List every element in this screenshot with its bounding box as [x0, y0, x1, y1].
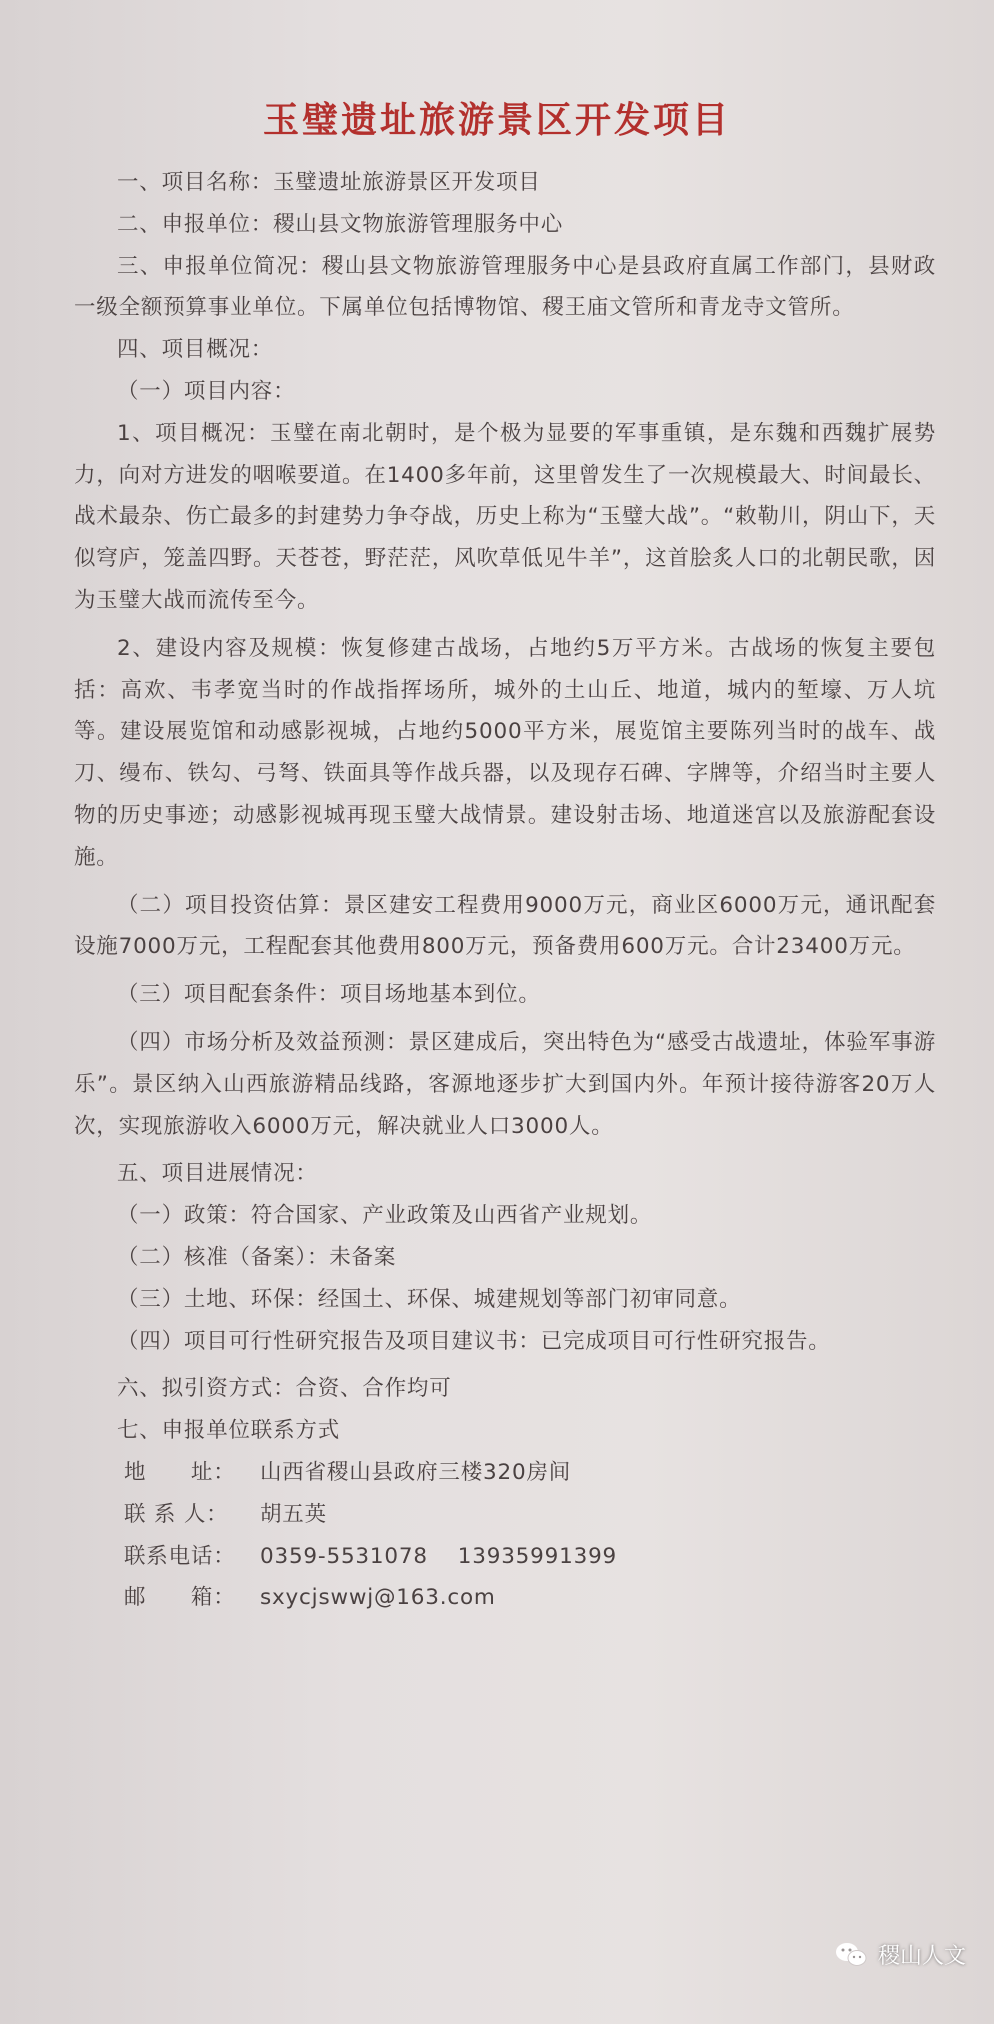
- contact-email-row: [74, 1577, 936, 1619]
- item-1: 一、项目名称：玉璧遗址旅游景区开发项目: [117, 170, 541, 195]
- supporting-conditions-paragraph: （三）项目配套条件：项目场地基本到位。: [117, 982, 541, 1008]
- section-content-heading: （一）项目内容：: [117, 378, 296, 404]
- contact-email-label: 邮 箱：: [124, 1585, 236, 1611]
- item-2: 二、申报单位：稷山县文物旅游管理服务中心: [117, 211, 564, 237]
- contact-person-value: 胡五英: [260, 1501, 327, 1527]
- contact-person-row: [74, 1494, 936, 1536]
- watermark-text: 稷山人文: [877, 1944, 966, 1969]
- wechat-icon: [834, 1940, 868, 1970]
- investment-estimate-paragraph: （二）项目投资估算：景区建安工程费用9000万元，商业区6000万元，通讯配套设施7000万元，工程配套其他费用800万元，预备费用600万元。合计23400万元。: [74, 892, 936, 960]
- item-4-heading: 四、项目概况：: [117, 337, 274, 363]
- contact-phone-row: [74, 1536, 936, 1578]
- approval-line: （二）核准（备案）：未备案: [117, 1244, 397, 1270]
- document-title: 玉璧遗址旅游景区开发项目: [262, 99, 731, 141]
- contact-phone-label: 联系电话：: [124, 1543, 236, 1569]
- item-5-heading: 五、项目进展情况：: [117, 1161, 318, 1187]
- item-3: 三、申报单位简况：稷山县文物旅游管理服务中心是县政府直属工作部门，县财政一级全额预算事业单位。下属单位包括博物馆、稷王庙文管所和青龙寺文管所。: [74, 253, 936, 321]
- land-environment-line: （三）土地、环保：经国土、环保、城建规划等部门初审同意。: [117, 1286, 742, 1312]
- item-7-heading: 七、申报单位联系方式: [117, 1418, 341, 1444]
- watermark-logo: [834, 1939, 966, 1970]
- policy-line: （一）政策：符合国家、产业政策及山西省产业规划。: [117, 1203, 653, 1229]
- item-6: 六、拟引资方式：合资、合作均可: [117, 1376, 452, 1402]
- market-analysis-paragraph: （四）市场分析及效益预测：景区建成后，突出特色为“感受古战遗址，体验军事游乐”。景区纳入山西旅游精品线路，客源地逐步扩大到国内外。年预计接待游客20万人次，实现旅游收入6000万元，解决就业人口3000人。: [74, 1029, 936, 1139]
- project-overview-paragraph: 1、项目概况：玉璧在南北朝时，是个极为显要的军事重镇，是东魏和西魏扩展势力，向对方进发的咽喉要道。在1400多年前，这里曾发生了一次规模最大、时间最长、战术最杂、伤亡最多的封建势力争夺战，历史上称为“玉璧大战”。“敕勒川，阴山下，天似穹庐，笼盖四野。天苍苍，野茫茫，风吹草低见牛羊”，这首脍炙人口的北朝民歌，因为玉璧大战而流传至今。: [74, 420, 936, 613]
- contact-email-value: sxycjswwj@163.com: [260, 1585, 496, 1611]
- contact-address-label: 地 址：: [124, 1459, 236, 1485]
- contact-address-row: [74, 1452, 936, 1494]
- construction-scope-paragraph: 2、建设内容及规模：恢复修建古战场，占地约5万平方米。古战场的恢复主要包括：高欢、韦孝宽当时的作战指挥场所，城外的土山丘、地道，城内的堑壕、万人坑等。建设展览馆和动感影视城，占地约5000平方米，展览馆主要陈列当时的战车、战刀、缦布、铁勾、弓弩、铁面具等作战兵器，以及现存石碑、字牌等，介绍当时主要人物的历史事迹；动感影视城再现玉璧大战情景。建设射击场、地道迷宫以及旅游配套设施。: [74, 635, 936, 870]
- contact-person-label: 联 系 人：: [124, 1501, 229, 1527]
- contact-address-value: 山西省稷山县政府三楼320房间: [260, 1459, 572, 1485]
- contact-phone-value: 0359-5531078 13935991399: [260, 1543, 618, 1569]
- document-body: [74, 162, 936, 1619]
- feasibility-line: （四）项目可行性研究报告及项目建议书：已完成项目可行性研究报告。: [117, 1328, 831, 1354]
